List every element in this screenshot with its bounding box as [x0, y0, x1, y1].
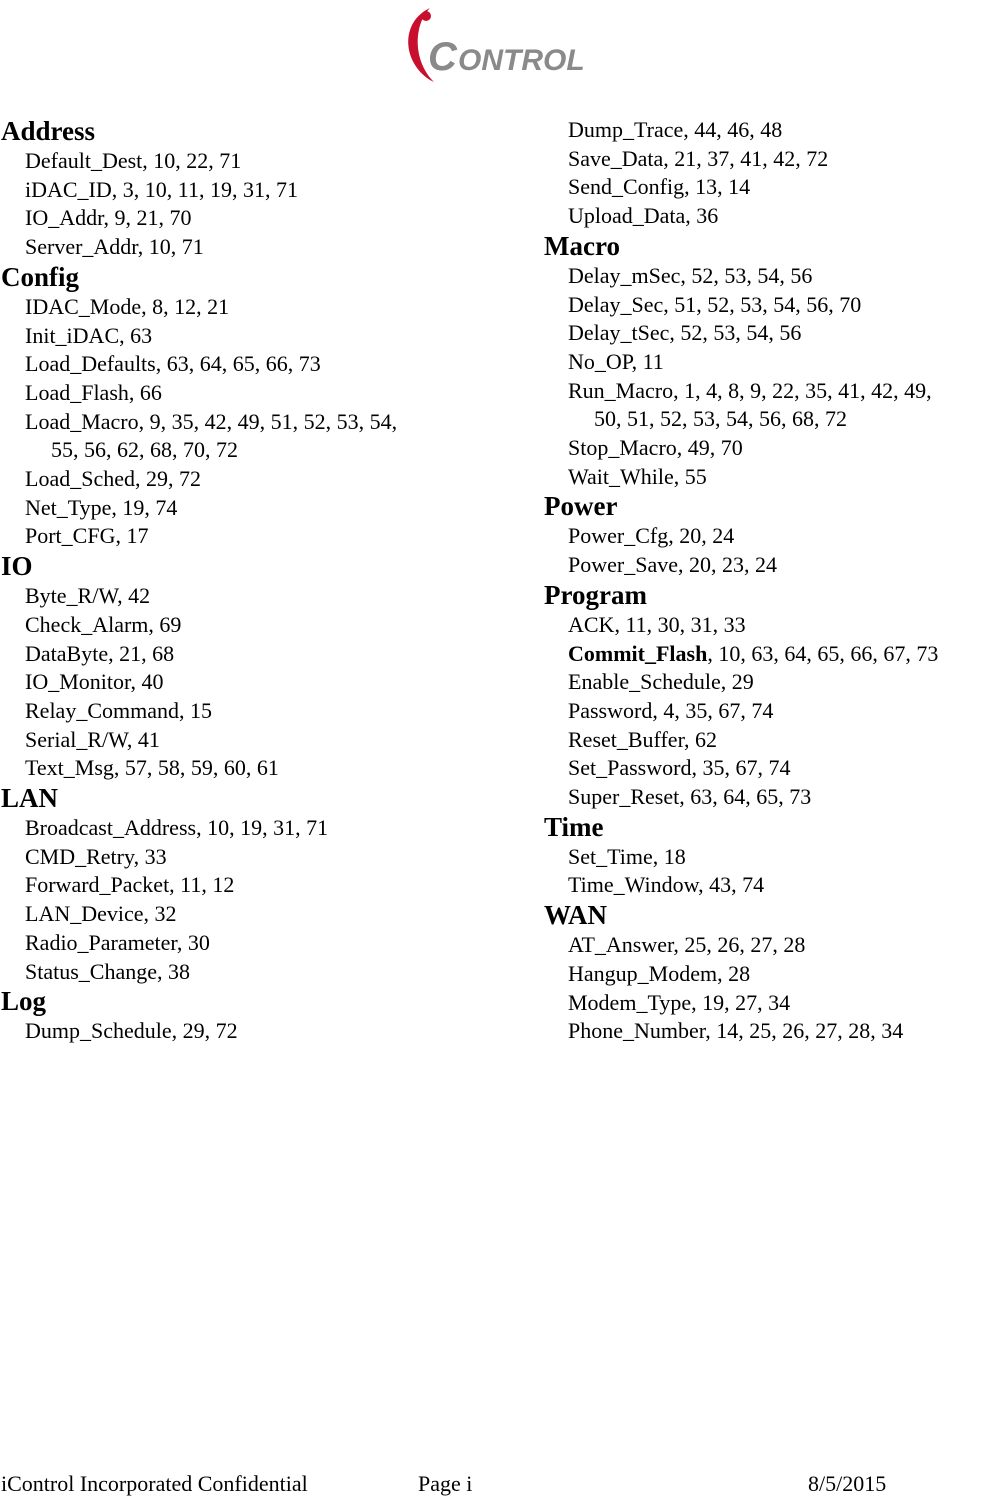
- index-entry: [1, 871, 471, 900]
- index-entry-text: Time_Window, 43, 74: [568, 872, 765, 898]
- index-entry-text: Send_Config, 13, 14: [568, 174, 751, 200]
- index-entry-text: Radio_Parameter, 30: [25, 929, 210, 955]
- index-entry: [544, 551, 988, 580]
- svg-text:ONTROL: ONTROL: [458, 44, 585, 77]
- index-entry-text: IO_Monitor, 40: [25, 669, 164, 695]
- index-entry: [1, 176, 471, 205]
- index-entry-term: Commit_Flash: [568, 640, 708, 666]
- index-entry: [544, 960, 988, 989]
- index-entry: [544, 319, 988, 348]
- index-entry: [1, 611, 471, 640]
- index-entry-text: Forward_Packet, 11, 12: [25, 872, 235, 898]
- index-entry: [544, 377, 988, 434]
- index-entry: [544, 668, 988, 697]
- index-entry: [1, 697, 471, 726]
- index-entry-text: Serial_R/W, 41: [25, 726, 160, 752]
- index-entry-text: Text_Msg, 57, 58, 59, 60, 61: [25, 755, 279, 781]
- index-entry-text: Delay_tSec, 52, 53, 54, 56: [568, 320, 802, 346]
- index-entry-text: CMD_Retry, 33: [25, 843, 167, 869]
- index-entry: [544, 202, 988, 231]
- index-heading: Power: [544, 491, 618, 522]
- index-heading: Macro: [544, 230, 620, 261]
- index-entry-text: Modem_Type, 19, 27, 34: [568, 989, 791, 1015]
- index-entry-text: Delay_Sec, 51, 52, 53, 54, 56, 70: [568, 291, 862, 317]
- index-entry: [544, 262, 988, 291]
- index-entry-text: Relay_Command, 15: [25, 697, 212, 723]
- index-entry-text: Set_Time, 18: [568, 843, 686, 869]
- index-entry-text: Broadcast_Address, 10, 19, 31, 71: [25, 815, 329, 841]
- index-entry-text: Power_Save, 20, 23, 24: [568, 552, 777, 578]
- index-entry-text: Wait_While, 55: [568, 463, 707, 489]
- index-entry-text: Init_iDAC, 63: [25, 322, 153, 348]
- index-heading: Address: [1, 116, 96, 146]
- index-entry-text: Save_Data, 21, 37, 41, 42, 72: [568, 145, 829, 171]
- index-heading: Time: [544, 811, 604, 842]
- index-entry: [1, 843, 471, 872]
- index-entry: [544, 783, 988, 812]
- index-entry-text: Load_Flash, 66: [25, 379, 162, 405]
- index-entry-text: Set_Password, 35, 67, 74: [568, 755, 791, 781]
- index-entry-text: Reset_Buffer, 62: [568, 726, 718, 752]
- index-heading: Log: [1, 986, 47, 1017]
- index-entry-text: Default_Dest, 10, 22, 71: [25, 148, 242, 173]
- logo-graphic: [400, 2, 612, 92]
- index-entry: [544, 463, 988, 492]
- footer-confidential: iControl Incorporated Confidential: [1, 1471, 308, 1496]
- index-entry-continuation: 55, 56, 62, 68, 70, 72: [51, 437, 238, 463]
- index-entry-text: Byte_R/W, 42: [25, 583, 151, 609]
- index-entry: [544, 611, 988, 640]
- index-entry: [544, 640, 988, 669]
- index-entry: [1, 350, 471, 379]
- svg-text:C: C: [428, 35, 457, 79]
- index-entry: [544, 726, 988, 755]
- index-entry-text: Port_CFG, 17: [25, 523, 149, 549]
- index-entry: [544, 989, 988, 1018]
- index-entry-text: Server_Addr, 10, 71: [25, 234, 204, 260]
- index-entry: [544, 145, 988, 174]
- index-entry-text: AT_Answer, 25, 26, 27, 28: [568, 932, 806, 958]
- index-entry-text: Enable_Schedule, 29: [568, 669, 754, 695]
- index-entry-text: Dump_Trace, 44, 46, 48: [568, 117, 783, 142]
- index-entry-text: Power_Cfg, 20, 24: [568, 523, 735, 549]
- index-entry: [1, 204, 471, 233]
- index-entry-text: Load_Macro, 9, 35, 42, 49, 51, 52, 53, 54,: [25, 408, 398, 434]
- index-entry-text: Check_Alarm, 69: [25, 611, 182, 637]
- index-entry: [1, 929, 471, 958]
- index-entry: [544, 173, 988, 202]
- index-entry-text: , 10, 63, 64, 65, 66, 67, 73: [707, 640, 939, 666]
- footer-date: 8/5/2015: [808, 1471, 887, 1496]
- index-heading: Program: [544, 579, 647, 610]
- index-entry: [1, 726, 471, 755]
- index-entry: [544, 843, 988, 872]
- index-entry-text: Run_Macro, 1, 4, 8, 9, 22, 35, 41, 42, 49,: [568, 377, 932, 403]
- index-entry-text: Upload_Data, 36: [568, 203, 719, 229]
- index-entry-text: Super_Reset, 63, 64, 65, 73: [568, 784, 812, 810]
- index-entry: [544, 348, 988, 377]
- index-entry-text: Load_Sched, 29, 72: [25, 466, 201, 492]
- index-entry-text: Delay_mSec, 52, 53, 54, 56: [568, 262, 813, 288]
- index-entry-text: Phone_Number, 14, 25, 26, 27, 28, 34: [568, 1018, 904, 1044]
- index-entry: [544, 1017, 988, 1046]
- index-entry: [1, 900, 471, 929]
- index-entry-continuation: 50, 51, 52, 53, 54, 56, 68, 72: [594, 406, 847, 432]
- index-entry: [1, 465, 471, 494]
- index-entry: [1, 408, 471, 465]
- index-heading: WAN: [544, 900, 608, 931]
- index-entry-text: IDAC_Mode, 8, 12, 21: [25, 293, 230, 319]
- index-entry: [1, 668, 471, 697]
- index-entry-text: Status_Change, 38: [25, 958, 190, 984]
- index-entry: [1, 1017, 471, 1046]
- index-entry: [544, 116, 988, 145]
- index-entry: [1, 754, 471, 783]
- index-entry: [544, 434, 988, 463]
- index-heading: Config: [1, 261, 80, 292]
- index-entry: [1, 322, 471, 351]
- icontrol-logo: [400, 2, 612, 92]
- footer-page-number: Page i: [418, 1471, 473, 1496]
- index-entry: [1, 494, 471, 523]
- index-entry: [544, 871, 988, 900]
- index-entry: [1, 640, 471, 669]
- index-entry: [544, 931, 988, 960]
- index-entry: [544, 754, 988, 783]
- index-entry: [1, 522, 471, 551]
- index-entry-text: Load_Defaults, 63, 64, 65, 66, 73: [25, 351, 321, 377]
- index-entry-text: LAN_Device, 32: [25, 901, 177, 927]
- index-heading: IO: [1, 551, 33, 582]
- index-entry: [1, 958, 471, 987]
- index-entry-text: No_OP, 11: [568, 348, 664, 374]
- index-entry-text: iDAC_ID, 3, 10, 11, 19, 31, 71: [25, 176, 298, 202]
- index-entry-text: Hangup_Modem, 28: [568, 960, 751, 986]
- index-entry: [1, 814, 471, 843]
- index-column-left: [1, 116, 471, 1046]
- index-entry-text: Net_Type, 19, 74: [25, 494, 178, 520]
- index-entry: [544, 522, 988, 551]
- index-entry: [1, 379, 471, 408]
- index-entry: [544, 697, 988, 726]
- index-entry-text: IO_Addr, 9, 21, 70: [25, 205, 192, 231]
- index-entry-text: Dump_Schedule, 29, 72: [25, 1018, 238, 1044]
- index-heading: LAN: [1, 783, 59, 814]
- index-entry-text: DataByte, 21, 68: [25, 640, 175, 666]
- index-entry: [1, 582, 471, 611]
- index-entry: [1, 233, 471, 262]
- index-entry: [1, 293, 471, 322]
- index-entry-text: Stop_Macro, 49, 70: [568, 435, 743, 461]
- index-column-right: [544, 116, 988, 1046]
- index-entry-text: Password, 4, 35, 67, 74: [568, 697, 774, 723]
- index-entry: [1, 147, 471, 176]
- index-entry-text: ACK, 11, 30, 31, 33: [568, 611, 746, 637]
- index-entry: [544, 291, 988, 320]
